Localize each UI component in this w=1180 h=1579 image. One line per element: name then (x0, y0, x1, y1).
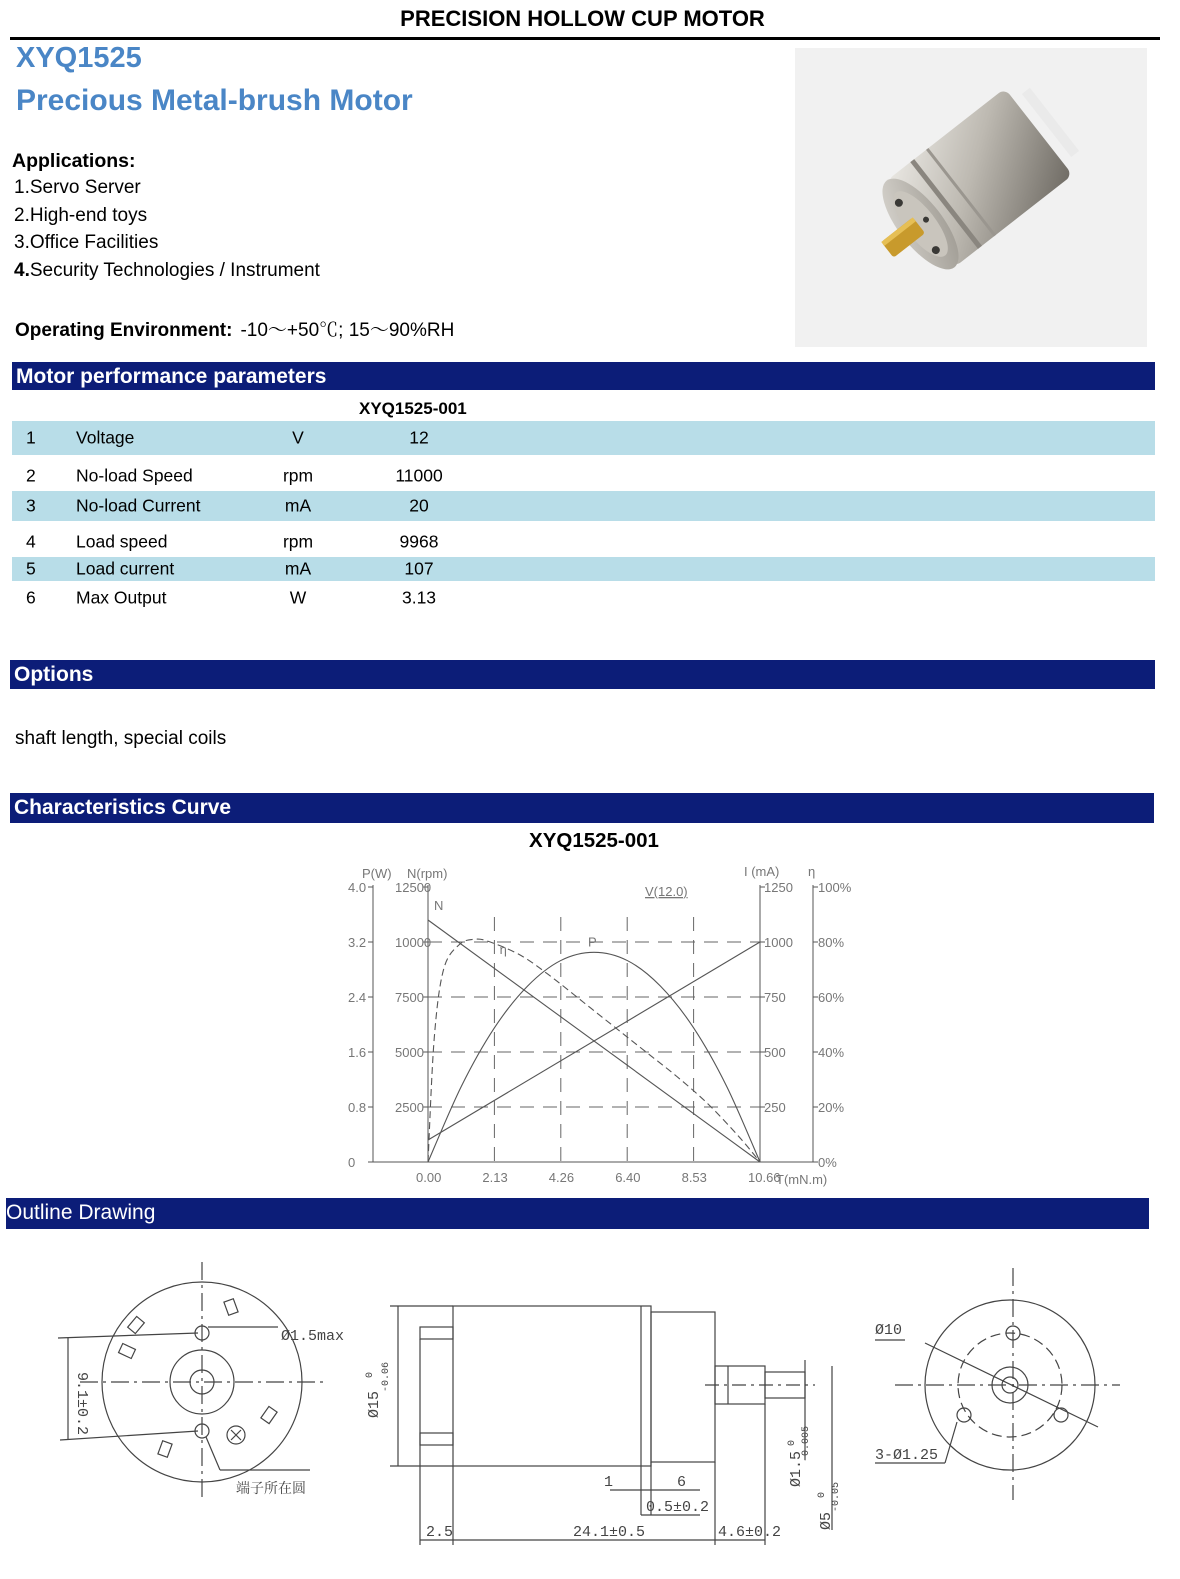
power-tick-label: 1.6 (348, 1045, 367, 1060)
axis-efficiency-label: η (808, 864, 816, 879)
dimension-24-1: 24.1±0.5 (573, 1524, 646, 1541)
speed-tick-label: 7500 (395, 990, 424, 1005)
hole-dimension: Ø1.5max (281, 1328, 345, 1345)
current-tick-label: 1250 (764, 880, 793, 895)
application-item: 4.Security Technologies / Instrument (14, 260, 320, 281)
terminal-circle-label: 端子所在圆 (236, 1481, 306, 1497)
x-tick-label: 0.00 (416, 1170, 442, 1185)
axis-power-label: P(W) (362, 866, 392, 881)
outline-section-header: Outline Drawing (6, 1198, 1149, 1229)
dimension-4-6: 4.6±0.2 (718, 1524, 782, 1541)
x-tick-label: 2.13 (482, 1170, 508, 1185)
environment-label: Operating Environment: (15, 320, 233, 341)
body-diameter: Ø15 (366, 1390, 383, 1418)
boss-tolerance-lower: -0.05 (831, 1481, 842, 1512)
body-tolerance-lower: -0.06 (381, 1361, 392, 1392)
terminal-pin (420, 1433, 453, 1445)
axis-current-label: I (mA) (744, 864, 780, 879)
speed-tick-label: 2500 (395, 1100, 424, 1115)
speed-tick-label: 5000 (395, 1045, 424, 1060)
power-tick-label: 2.4 (348, 990, 367, 1005)
x-tick-label: 6.40 (615, 1170, 641, 1185)
current-tick-label: 250 (764, 1100, 786, 1115)
body-tolerance-upper: 0 (365, 1371, 376, 1378)
parameter-model-header: XYQ1525-001 (359, 399, 467, 418)
dimension-1: 1 (604, 1474, 614, 1491)
application-item: 3.Office Facilities (14, 232, 159, 253)
options-text: shaft length, special coils (15, 728, 227, 749)
table-row: 2 No-load Speed rpm 11000 (26, 465, 443, 486)
series-label: η (499, 942, 507, 957)
table-row: 6 Max Output W 3.13 (26, 587, 437, 608)
mount-holes-dimension: 3-Ø1.25 (875, 1447, 939, 1464)
document-title: PRECISION HOLLOW CUP MOTOR (400, 6, 765, 31)
efficiency-tick-label: 40% (818, 1045, 845, 1060)
dimension-0-5: 0.5±0.2 (646, 1499, 710, 1516)
motor-cap (651, 1312, 715, 1462)
application-item: 1.Servo Server (14, 177, 141, 198)
power-tick-label: 0 (348, 1155, 356, 1170)
series-label: N (434, 898, 444, 913)
dimension-2-5: 2.5 (426, 1524, 454, 1541)
table-row: 3 No-load Current mA 20 (12, 491, 1155, 521)
boss-tolerance-upper: 0 (817, 1491, 828, 1498)
axis-torque-label: T(mN.m) (776, 1172, 828, 1187)
pitch-dimension: 9.1±0.2 (73, 1372, 90, 1436)
chart-title: XYQ1525-001 (529, 829, 659, 852)
shaft-tolerance-lower: -0.005 (801, 1425, 812, 1462)
model-number: XYQ1525 (16, 42, 142, 74)
shaft-tolerance-upper: 0 (787, 1439, 798, 1446)
x-tick-label: 10.66 (748, 1170, 781, 1185)
mount-hole (1054, 1408, 1068, 1422)
power-tick-label: 3.2 (348, 935, 367, 950)
x-tick-label: 8.53 (681, 1170, 707, 1185)
applications-heading: Applications: (12, 150, 136, 172)
series-label: P (588, 934, 597, 950)
table-row: 4 Load speed rpm 9968 (26, 531, 439, 552)
power-tick-label: 0.8 (348, 1100, 367, 1115)
characteristics-section-header: Characteristics Curve (10, 793, 1154, 823)
boss-diameter: Ø5 (818, 1511, 835, 1530)
table-row: 5 Load current mA 107 (12, 557, 1155, 581)
efficiency-tick-label: 20% (818, 1100, 845, 1115)
table-row: 1 Voltage V 12 (12, 421, 1155, 455)
terminal-pin (420, 1327, 453, 1339)
application-item: 2.High-end toys (14, 205, 148, 226)
power-tick-label: 4.0 (348, 880, 367, 895)
motor-body (453, 1306, 651, 1466)
speed-tick-label: 12500 (395, 880, 432, 895)
performance-section-header: Motor performance parameters (12, 362, 1155, 390)
current-tick-label: 1000 (764, 935, 793, 950)
shaft-diameter: Ø1.5 (788, 1450, 805, 1487)
pcd-diameter: Ø10 (875, 1322, 903, 1339)
options-section-header: Options (10, 660, 1155, 689)
axis-speed-label: N(rpm) (407, 866, 448, 881)
dimension-6: 6 (677, 1474, 687, 1491)
product-subtitle: Precious Metal-brush Motor (16, 84, 413, 117)
efficiency-tick-label: 80% (818, 935, 845, 950)
speed-tick-label: 10000 (395, 935, 432, 950)
environment-value: -10～+50℃; 15～90%RH (240, 320, 455, 341)
current-tick-label: 500 (764, 1045, 786, 1060)
current-tick-label: 750 (764, 990, 786, 1005)
efficiency-tick-label: 0% (818, 1155, 837, 1170)
efficiency-tick-label: 100% (818, 880, 852, 895)
efficiency-tick-label: 60% (818, 990, 845, 1005)
x-tick-label: 4.26 (548, 1170, 575, 1185)
voltage-annotation: V(12.0) (645, 884, 688, 899)
